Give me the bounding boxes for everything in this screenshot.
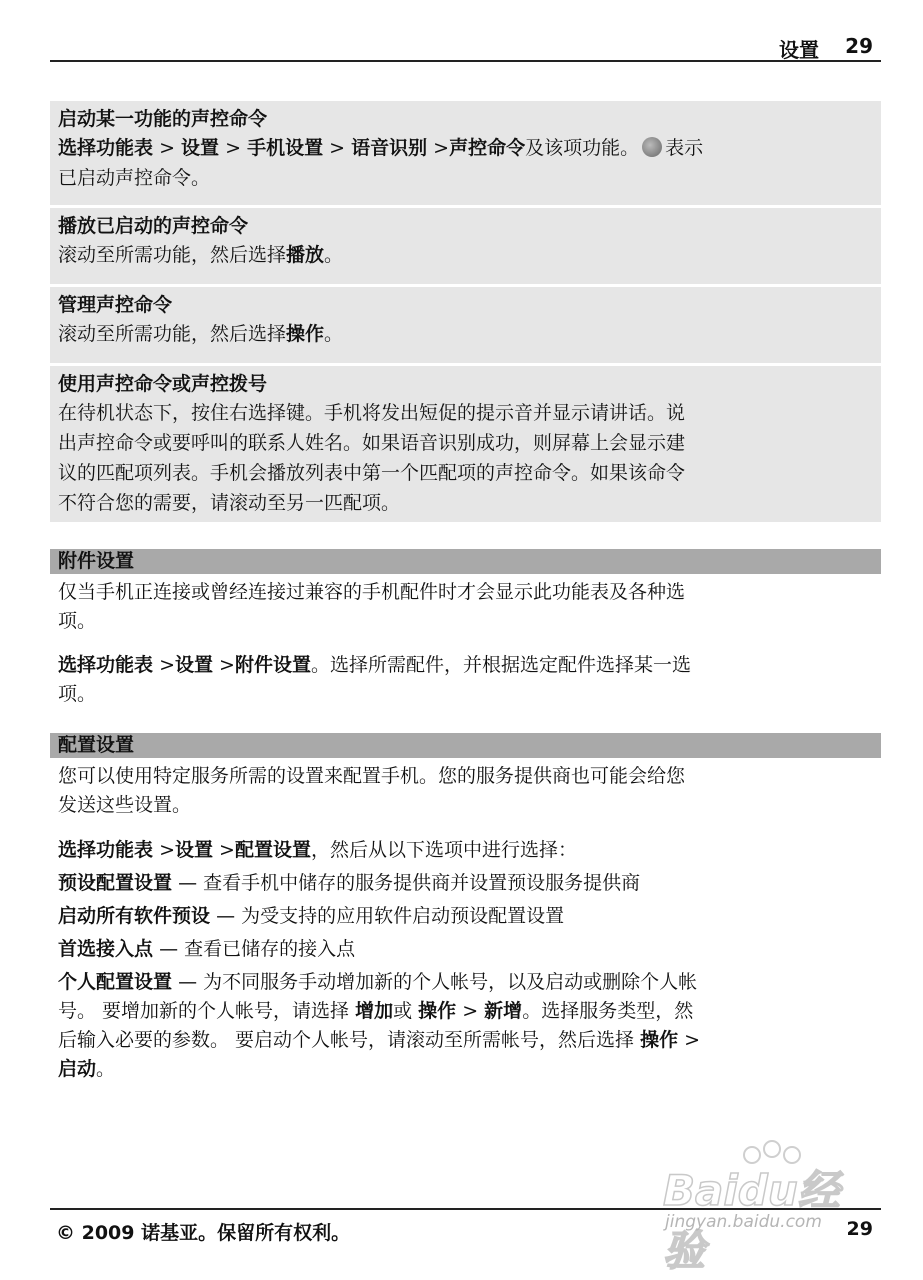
menu-path-item: 设置 xyxy=(181,137,220,159)
text-span: 号。 要增加新的个人帐号，请选择 xyxy=(58,1000,356,1022)
voice-block-play xyxy=(50,208,881,284)
text-line xyxy=(58,997,876,1026)
path-separator: > xyxy=(219,654,235,676)
config-option xyxy=(58,902,876,931)
watermark-logo: Baidu经验 xyxy=(663,1166,840,1275)
text-span: 。选择服务类型，然 xyxy=(522,1000,694,1022)
menu-path-item: 选择功能表 xyxy=(58,839,154,861)
option-name: 个人配置设置 xyxy=(58,971,173,993)
page-header xyxy=(50,30,881,62)
option-desc: — 为受支持的应用软件启动预设配置设置 xyxy=(216,905,565,927)
block-text xyxy=(58,240,869,270)
path-separator: > xyxy=(329,137,346,159)
copyright: © 2009 诺基亚。保留所有权利。 xyxy=(56,1222,351,1244)
text-span: 滚动至所需功能，然后选择 xyxy=(58,323,287,345)
menu-path-item: 播放 xyxy=(286,244,325,266)
menu-path-item: 操作 xyxy=(418,1000,457,1022)
block-heading: 使用声控命令或声控拨号 xyxy=(58,373,268,395)
path-separator: > xyxy=(159,137,175,159)
text-span: 滚动至所需功能，然后选择 xyxy=(58,244,287,266)
option-name: 启动所有软件预设 xyxy=(58,905,211,927)
section-title: 设置 xyxy=(779,38,819,62)
page-footer xyxy=(50,1208,881,1250)
config-intro xyxy=(58,762,876,820)
menu-path-item: 选择功能表 xyxy=(58,137,154,159)
option-desc: — 为不同服务手动增加新的个人帐号，以及启动或删除个人帐 xyxy=(178,971,698,993)
block-text-line: 议的匹配项列表。手机会播放列表中第一个匹配项的声控命令。如果该命令 xyxy=(58,462,686,484)
path-separator: > xyxy=(225,137,242,159)
text-line: 发送这些设置。 xyxy=(58,794,192,816)
text-span: 后输入必要的参数。 要启动个人帐号，请滚动至所需帐号，然后选择 xyxy=(58,1029,641,1051)
page-number: 29 xyxy=(845,34,873,58)
menu-path-item: 附件设置 xyxy=(234,654,311,676)
text-span: 。 xyxy=(324,244,344,266)
path-separator: > xyxy=(159,839,175,861)
config-path xyxy=(58,836,876,865)
voice-command-icon xyxy=(642,137,662,157)
text-line xyxy=(58,651,876,680)
text-line xyxy=(58,1055,876,1084)
voice-block-use xyxy=(50,366,881,522)
watermark-url: jingyan.baidu.com xyxy=(665,1212,822,1232)
path-separator: > xyxy=(159,654,175,676)
menu-path-item: 设置 xyxy=(174,839,213,861)
accessories-heading: 附件设置 xyxy=(50,549,881,574)
option-name: 首选接入点 xyxy=(58,938,154,960)
menu-path-item: 声控命令 xyxy=(449,137,526,159)
paw-icon xyxy=(763,1140,781,1158)
text-span: 表示 xyxy=(665,137,704,159)
accessories-path xyxy=(58,651,876,709)
menu-path-item: 配置设置 xyxy=(234,839,311,861)
menu-path-item: 语音识别 xyxy=(351,137,428,159)
text-span: 。 xyxy=(324,323,344,345)
block-heading: 启动某一功能的声控命令 xyxy=(58,108,268,130)
text-line: 项。 xyxy=(58,683,97,705)
block-text xyxy=(58,133,869,163)
option-desc: — 查看手机中储存的服务提供商并设置预设服务提供商 xyxy=(178,872,641,894)
block-text-line: 不符合您的需要，请滚动至另一匹配项。 xyxy=(58,492,401,514)
text-span: ，然后从以下选项中进行选择： xyxy=(310,839,577,861)
config-option xyxy=(58,869,876,898)
voice-block-activate xyxy=(50,101,881,205)
block-text-line: 出声控命令或要呼叫的联系人姓名。如果语音识别成功，则屏幕上会显示建 xyxy=(58,432,686,454)
option-desc: — 查看已储存的接入点 xyxy=(159,938,356,960)
menu-path-item: 增加 xyxy=(355,1000,394,1022)
path-separator: > xyxy=(456,1000,485,1022)
menu-path-item: 设置 xyxy=(174,654,213,676)
config-option xyxy=(58,935,876,964)
text-span: 或 xyxy=(393,1000,419,1022)
block-heading: 播放已启动的声控命令 xyxy=(58,215,249,237)
menu-path-item: 操作 xyxy=(286,323,325,345)
menu-path-item: 手机设置 xyxy=(247,137,324,159)
text-line xyxy=(58,968,876,997)
path-separator: > xyxy=(433,137,450,159)
text-span: 及该项功能。 xyxy=(525,137,640,159)
menu-path-item: 选择功能表 xyxy=(58,654,154,676)
footer-page-number: 29 xyxy=(846,1218,873,1240)
block-text xyxy=(58,319,869,349)
option-name: 预设配置设置 xyxy=(58,872,173,894)
text-line: 仅当手机正连接或曾经连接过兼容的手机配件时才会显示此功能表及各种选 xyxy=(58,581,686,603)
text-span: 。 xyxy=(96,1058,116,1080)
block-heading: 管理声控命令 xyxy=(58,294,173,316)
text-line xyxy=(58,1026,876,1055)
menu-path-item: 操作 xyxy=(640,1029,679,1051)
voice-block-manage xyxy=(50,287,881,363)
config-heading: 配置设置 xyxy=(50,733,881,758)
text-span: 。选择所需配件，并根据选定配件选择某一选 xyxy=(310,654,691,676)
block-text-line2: 已启动声控命令。 xyxy=(58,167,211,189)
path-separator: > xyxy=(219,839,235,861)
menu-path-item: 新增 xyxy=(484,1000,523,1022)
path-separator: > xyxy=(678,1029,701,1051)
text-line: 您可以使用特定服务所需的设置来配置手机。您的服务提供商也可能会给您 xyxy=(58,765,686,787)
config-option-personal xyxy=(58,968,876,1084)
block-text-line: 在待机状态下，按住右选择键。手机将发出短促的提示音并显示请讲话。说 xyxy=(58,402,686,424)
menu-path-item: 启动 xyxy=(58,1058,97,1080)
accessories-intro xyxy=(58,578,876,636)
text-line: 项。 xyxy=(58,610,97,632)
